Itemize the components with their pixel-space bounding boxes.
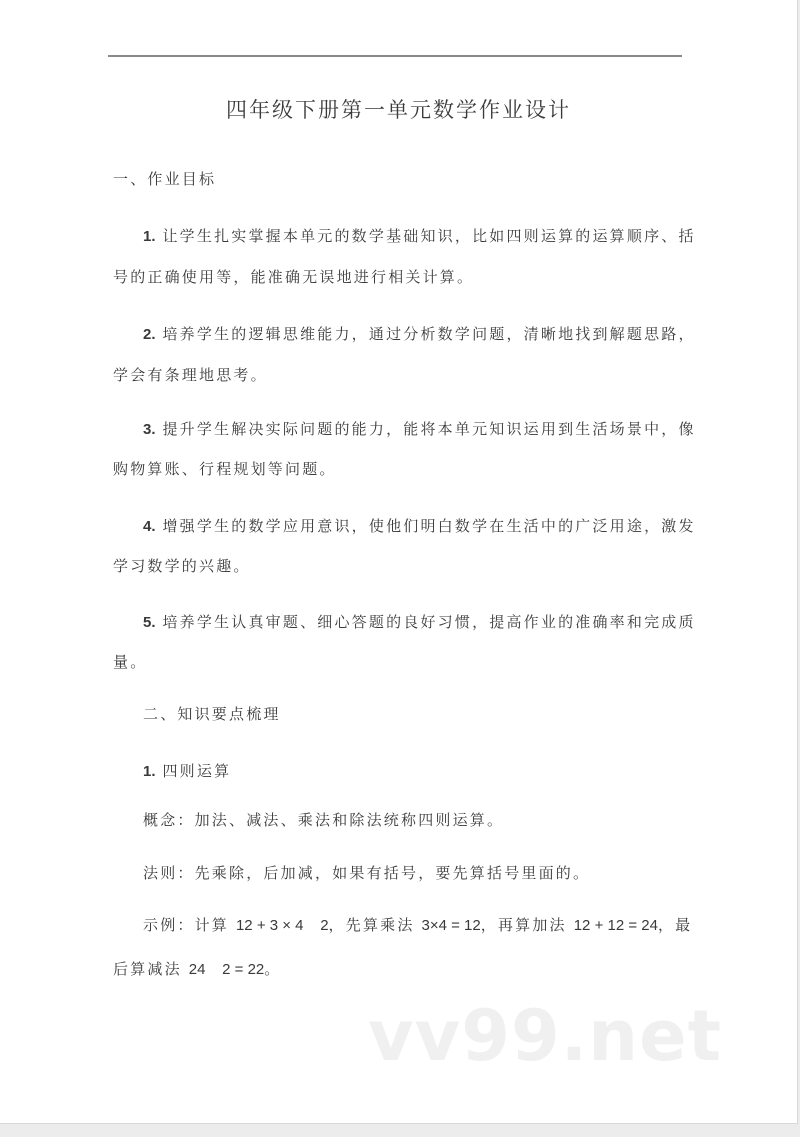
- goal-item-3-cont: 购物算账、行程规划等问题。: [113, 460, 337, 478]
- concept-text: 概念：加法、减法、乘法和除法统称四则运算。: [143, 811, 505, 829]
- goal-item-2-cont: 学会有条理地思考。: [113, 366, 268, 384]
- example-text-cont: 后算减法 24 2 = 22。: [113, 960, 282, 978]
- goal-item-4-cont: 学习数学的兴趣。: [113, 557, 251, 575]
- goal-item-5: 5. 培养学生认真审题、细心答题的良好习惯，提高作业的准确率和完成质: [143, 613, 696, 631]
- goal-item-4: 4. 增强学生的数学应用意识，使他们明白数学在生活中的广泛用途，激发: [143, 517, 696, 535]
- rule-text: 法则：先乘除，后加减，如果有括号，要先算括号里面的。: [143, 864, 591, 882]
- header-rule: [108, 55, 682, 57]
- goal-item-3: 3. 提升学生解决实际问题的能力，能将本单元知识运用到生活场景中，像: [143, 420, 696, 438]
- goal-item-5-cont: 量。: [113, 653, 148, 671]
- example-text: 示例：计算 12 + 3 × 4 2，先算乘法 3×4 = 12，再算加法 12 + 12 = 24，最: [143, 916, 693, 934]
- goal-item-1: 1. 让学生扎实掌握本单元的数学基础知识，比如四则运算的运算顺序、括: [143, 227, 696, 245]
- section-heading-goals: 一、作业目标: [113, 170, 217, 188]
- goal-item-1-cont: 号的正确使用等，能准确无误地进行相关计算。: [113, 268, 475, 286]
- subheading-four-operations: 1. 四则运算: [143, 762, 232, 780]
- watermark: vv99.net: [368, 995, 723, 1077]
- goal-item-2: 2. 培养学生的逻辑思维能力，通过分析数学问题，清晰地找到解题思路，: [143, 325, 696, 343]
- document-title: 四年级下册第一单元数学作业设计: [226, 98, 571, 122]
- section-heading-knowledge: 二、知识要点梳理: [143, 705, 281, 723]
